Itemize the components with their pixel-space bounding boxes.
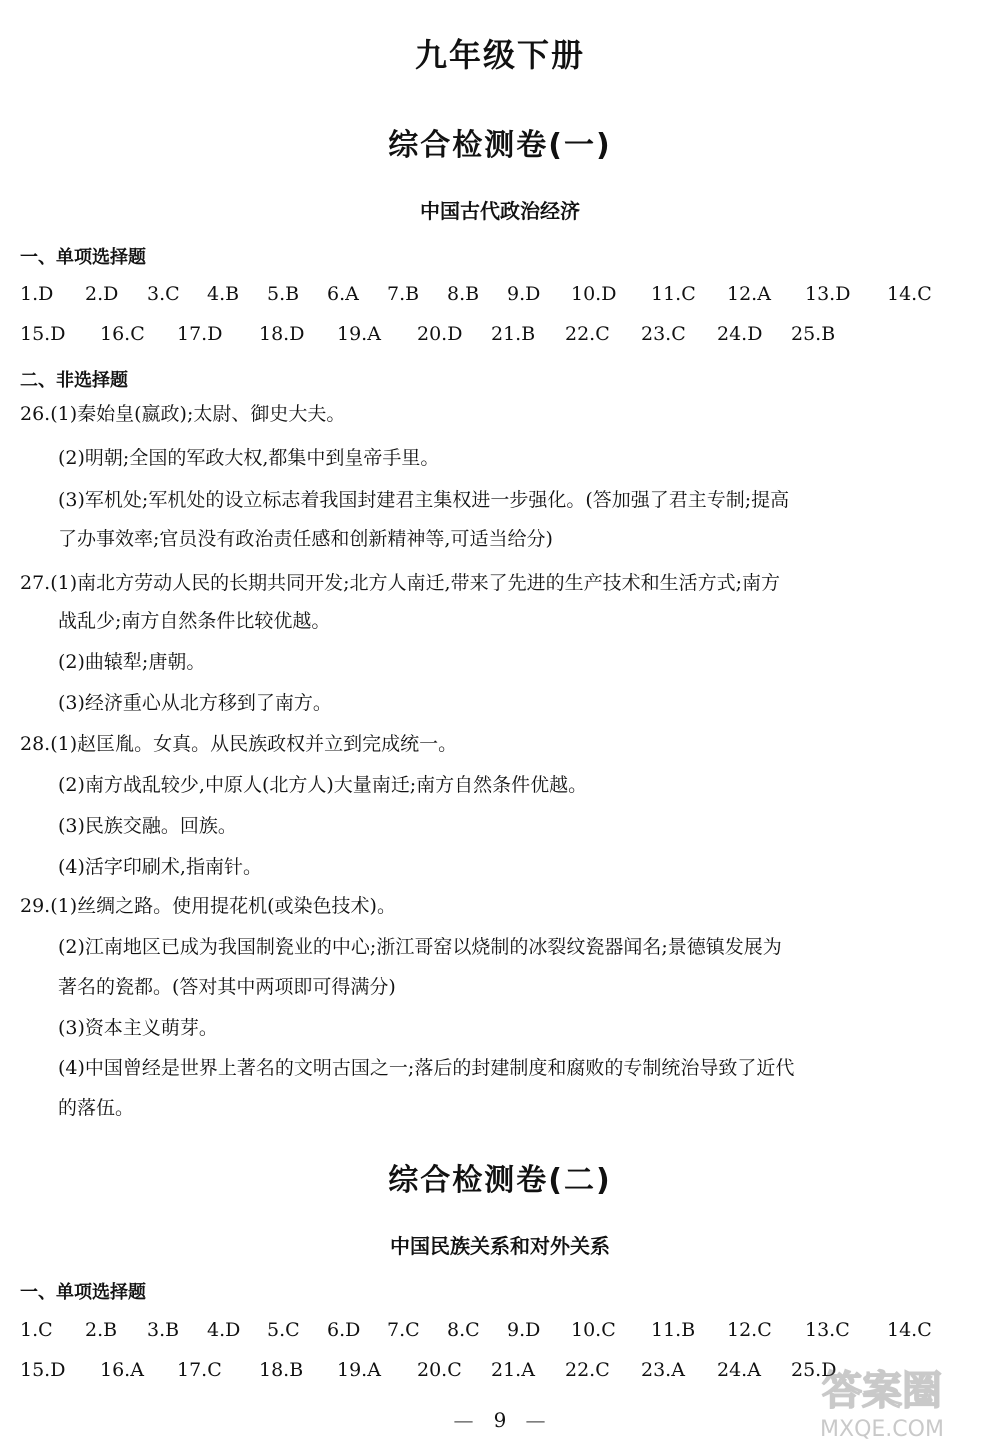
mc-answer: 18.B	[259, 1359, 304, 1381]
mc-answer: 14.C	[887, 1319, 932, 1341]
mc-answer: 1.D	[20, 283, 54, 305]
mc-answer: 10.C	[571, 1319, 616, 1341]
mc-answer: 7.C	[387, 1319, 420, 1341]
mc-answer: 19.A	[337, 323, 381, 345]
mc-answer: 22.C	[565, 323, 610, 345]
mc-answer: 2.D	[85, 283, 119, 305]
section1-part2-heading: 二、非选择题	[20, 370, 128, 391]
watermark-logo	[782, 1354, 982, 1444]
mc-answer: 8.B	[447, 283, 480, 305]
answer-line: 了办事效率;官员没有政治责任感和创新精神等,可适当给分)	[58, 528, 553, 550]
mc-answer: 3.C	[147, 283, 180, 305]
page-number-value: 9	[493, 1408, 507, 1432]
mc-answer: 18.D	[259, 323, 305, 345]
mc-answer: 15.D	[20, 323, 66, 345]
mc-answer: 13.C	[805, 1319, 850, 1341]
watermark-url: MXQE.COM	[820, 1417, 944, 1442]
mc-answer: 5.B	[267, 283, 300, 305]
answer-line: 29.(1)丝绸之路。使用提花机(或染色技术)。	[20, 895, 396, 917]
section2-subtitle: 中国民族关系和对外关系	[390, 1234, 610, 1258]
section1-subtitle: 中国古代政治经济	[420, 199, 580, 223]
mc-answer: 21.B	[491, 323, 536, 345]
mc-answer: 15.D	[20, 1359, 66, 1381]
mc-answer: 11.B	[651, 1319, 696, 1341]
mc-answer: 17.C	[177, 1359, 222, 1381]
answer-line: (3)经济重心从北方移到了南方。	[58, 692, 332, 714]
answer-line: (4)活字印刷术,指南针。	[58, 856, 262, 878]
mc-answer: 9.D	[507, 283, 541, 305]
mc-answer: 7.B	[387, 283, 420, 305]
mc-answer: 10.D	[571, 283, 617, 305]
mc-answer: 23.C	[641, 323, 686, 345]
mc-answer: 1.C	[20, 1319, 53, 1341]
page-title: 九年级下册	[414, 36, 585, 74]
answer-line: 27.(1)南北方劳动人民的长期共同开发;北方人南迁,带来了先进的生产技术和生活方式;南方	[20, 572, 780, 594]
section1-mc-row-1	[20, 280, 980, 310]
mc-answer: 2.B	[85, 1319, 118, 1341]
mc-answer: 8.C	[447, 1319, 480, 1341]
mc-answer: 4.B	[207, 283, 240, 305]
mc-answer: 13.D	[805, 283, 851, 305]
section2-title: 综合检测卷(二)	[388, 1163, 612, 1198]
answer-line: (3)资本主义萌芽。	[58, 1017, 218, 1039]
mc-answer: 3.B	[147, 1319, 180, 1341]
answer-line: 战乱少;南方自然条件比较优越。	[58, 610, 331, 632]
answer-line: 28.(1)赵匡胤。女真。从民族政权并立到完成统一。	[20, 733, 458, 755]
mc-answer: 4.D	[207, 1319, 241, 1341]
section1-title: 综合检测卷(一)	[388, 128, 612, 163]
section2-mc-row-1	[20, 1316, 980, 1346]
answer-line: 26.(1)秦始皇(嬴政);太尉、御史大夫。	[20, 403, 346, 425]
mc-answer: 21.A	[491, 1359, 535, 1381]
section1-part1-heading: 一、单项选择题	[20, 247, 146, 268]
answer-line: 著名的瓷都。(答对其中两项即可得满分)	[58, 976, 396, 998]
mc-answer: 20.C	[417, 1359, 462, 1381]
watermark-text: 答案圈	[822, 1368, 942, 1414]
answer-line: (2)曲辕犁;唐朝。	[58, 651, 206, 673]
mc-answer: 11.C	[651, 283, 696, 305]
section2-part1-heading: 一、单项选择题	[20, 1282, 146, 1303]
mc-answer: 22.C	[565, 1359, 610, 1381]
mc-answer: 12.A	[727, 283, 771, 305]
mc-answer: 16.C	[100, 323, 145, 345]
mc-answer: 5.C	[267, 1319, 300, 1341]
footer-dash: —	[453, 1408, 475, 1432]
mc-answer: 14.C	[887, 283, 932, 305]
mc-answer: 24.A	[717, 1359, 761, 1381]
mc-answer: 17.D	[177, 323, 223, 345]
answer-line: (2)南方战乱较少,中原人(北方人)大量南迁;南方自然条件优越。	[58, 774, 588, 796]
answer-line: (2)江南地区已成为我国制瓷业的中心;浙江哥窑以烧制的冰裂纹瓷器闻名;景德镇发展为	[58, 936, 782, 958]
mc-answer: 20.D	[417, 323, 463, 345]
mc-answer: 19.A	[337, 1359, 381, 1381]
answer-line: 的落伍。	[58, 1097, 135, 1119]
answer-line: (3)民族交融。回族。	[58, 815, 237, 837]
section1-mc-row-2	[20, 320, 980, 350]
answer-line: (2)明朝;全国的军政大权,都集中到皇帝手里。	[58, 447, 440, 469]
mc-answer: 24.D	[717, 323, 763, 345]
mc-answer: 25.B	[791, 323, 836, 345]
answer-line: (4)中国曾经是世界上著名的文明古国之一;落后的封建制度和腐败的专制统治导致了近代	[58, 1057, 795, 1079]
mc-answer: 9.D	[507, 1319, 541, 1341]
mc-answer: 16.A	[100, 1359, 144, 1381]
mc-answer: 6.D	[327, 1319, 361, 1341]
answer-line: (3)军机处;军机处的设立标志着我国封建君主集权进一步强化。(答加强了君主专制;提高	[58, 489, 790, 511]
mc-answer: 6.A	[327, 283, 359, 305]
mc-answer: 25.D	[791, 1359, 837, 1381]
footer-dash: —	[525, 1408, 547, 1432]
mc-answer: 12.C	[727, 1319, 772, 1341]
mc-answer: 23.A	[641, 1359, 685, 1381]
